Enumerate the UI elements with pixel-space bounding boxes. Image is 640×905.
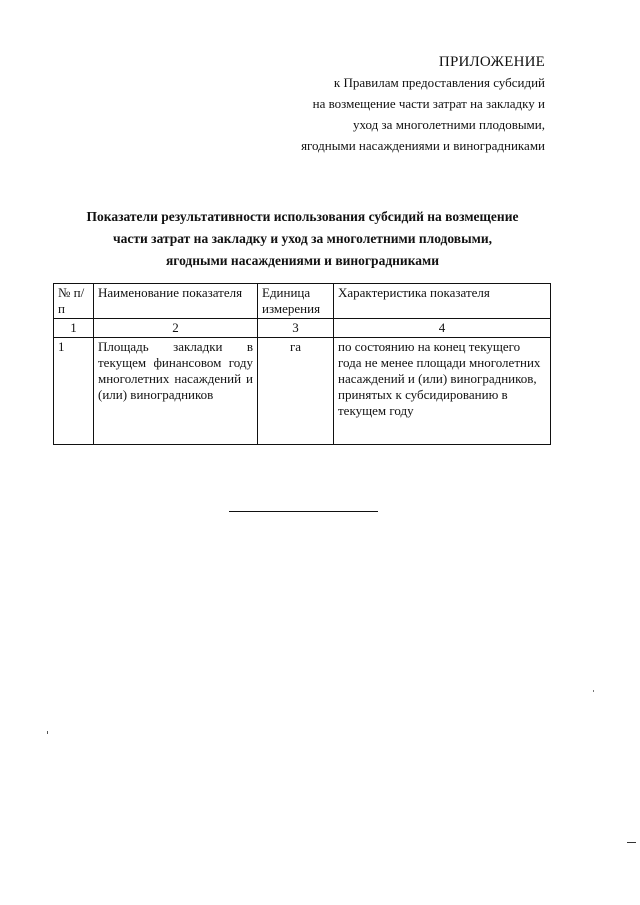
column-number: 1 (54, 319, 94, 338)
table-row (54, 338, 551, 445)
heading-line: части затрат на закладку и уход за многолетними плодовыми, (113, 231, 492, 246)
heading-line: Показатели результативности использования субсидий на возмещение (86, 209, 519, 224)
scan-speck (593, 690, 594, 692)
edge-mark (627, 842, 636, 843)
header-name: Наименование показателя (94, 284, 258, 319)
document-heading (50, 206, 555, 272)
appendix-line: ягодными насаждениями и виноградниками (301, 138, 545, 153)
indicators-table (53, 283, 551, 445)
closing-rule (229, 511, 378, 512)
heading-line: ягодными насаждениями и виноградниками (165, 253, 440, 268)
row-num: 1 (54, 338, 94, 445)
table-header-row (54, 284, 551, 319)
column-number-row (54, 319, 551, 338)
column-number: 2 (94, 319, 258, 338)
column-number: 4 (334, 319, 551, 338)
header-unit: Единица измерения (258, 284, 334, 319)
appendix-title: ПРИЛОЖЕНИЕ (438, 54, 545, 70)
header-num: № п/п (54, 284, 94, 319)
appendix-block (301, 52, 545, 156)
column-number: 3 (258, 319, 334, 338)
appendix-line: к Правилам предоставления субсидий (333, 75, 545, 90)
appendix-line: на возмещение части затрат на закладку и (312, 96, 545, 111)
row-name: Площадь закладки в текущем финансовом году многолетних насаждений и (или) виноградников (94, 338, 258, 445)
scan-speck (47, 731, 48, 734)
row-unit: га (258, 338, 334, 445)
appendix-line: уход за многолетними плодовыми, (353, 117, 545, 132)
row-characteristic: по состоянию на конец текущего года не менее площади многолетних насаждений и (или) виноградников, принятых к субсидированию в текущем году (334, 338, 551, 445)
header-characteristic: Характеристика показателя (334, 284, 551, 319)
